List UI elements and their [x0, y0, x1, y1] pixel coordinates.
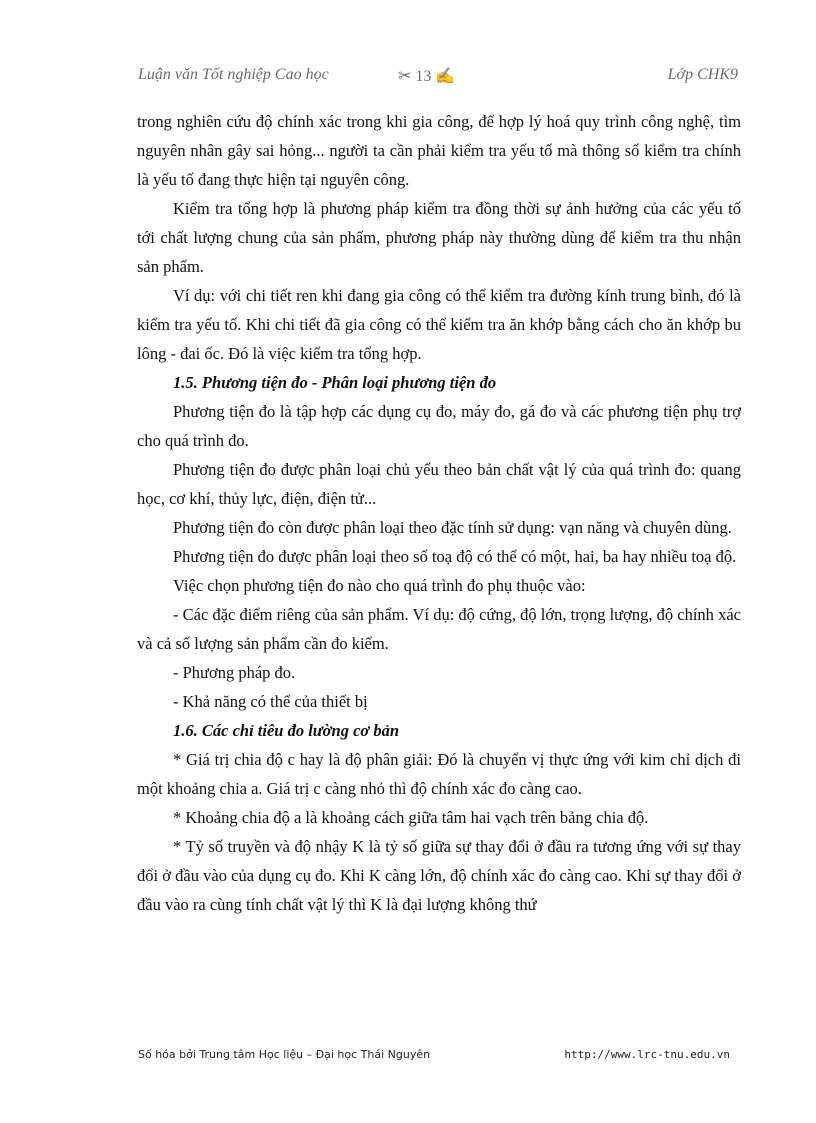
footer-digitized-by: Số hóa bởi Trung tâm Học liệu – Đại học Thái Nguyên	[138, 1048, 431, 1061]
pen-icon: ✍	[435, 68, 456, 85]
list-item: * Khoảng chia độ a là khoảng cách giữa tâm hai vạch trên bảng chia độ.	[173, 808, 649, 827]
footer-url: http://www.lrc-tnu.edu.vn	[564, 1048, 730, 1061]
paragraph: trong nghiên cứu độ chính xác trong khi gia công, để hợp lý hoá quy trình công nghệ, tìm nguyên nhân gây sai hỏng... người ta cần phải kiểm tra yếu tố mà thông số kiểm tra chính là yếu tố đang thực hiện tại nguyên công.	[137, 112, 741, 189]
section-heading-1-5: 1.5. Phương tiện đo - Phân loại phương tiện đo	[173, 373, 497, 392]
document-body	[137, 107, 741, 919]
paragraph: Phương tiện đo còn được phân loại theo đặc tính sử dụng: vạn năng và chuyên dùng.	[173, 518, 732, 537]
paragraph: Ví dụ: với chi tiết ren khi đang gia công có thể kiểm tra đường kính trung bình, đó là kiểm tra yếu tố. Khi chi tiết đã gia công có thể kiểm tra ăn khớp bằng cách cho ăn khớp bu lông - đai ốc. Đó là việc kiểm tra tổng hợp.	[137, 286, 741, 363]
scissors-icon: ✂	[398, 68, 412, 85]
list-item: * Tỷ số truyền và độ nhậy K là tỷ số giữa sự thay đổi ở đầu ra tương ứng với sự thay đổi ở đầu vào của dụng cụ đo. Khi K càng lớn, độ chính xác đo càng cao. Khi sự thay đổi ở đầu vào ra cùng tính chất vật lý thì K là đại lượng không thứ	[137, 837, 741, 914]
list-item: * Giá trị chia độ c hay là độ phân giải: Đó là chuyển vị thực ứng với kim chỉ dịch đi một khoảng chia a. Giá trị c càng nhỏ thì độ chính xác đo càng cao.	[137, 750, 741, 798]
page-footer	[138, 1048, 738, 1066]
header-class-name: Lớp CHK9	[667, 66, 738, 83]
header-page-number-group	[398, 66, 455, 86]
list-item: - Các đặc điểm riêng của sản phẩm. Ví dụ: độ cứng, độ lớn, trọng lượng, độ chính xác và cả số lượng sản phẩm cần đo kiểm.	[137, 605, 741, 653]
section-heading-1-6: 1.6. Các chỉ tiêu đo lường cơ bản	[173, 721, 400, 740]
page-header	[138, 66, 740, 88]
paragraph: Việc chọn phương tiện đo nào cho quá trình đo phụ thuộc vào:	[173, 576, 586, 595]
paragraph: Phương tiện đo được phân loại theo số toạ độ có thể có một, hai, ba hay nhiều toạ độ.	[173, 547, 737, 566]
list-item: - Khả năng có thể của thiết bị	[173, 692, 368, 711]
paragraph: Kiểm tra tổng hợp là phương pháp kiểm tra đồng thời sự ảnh hưởng của các yếu tố tới chất lượng chung của sản phẩm, phương pháp này thường dùng để kiểm tra thu nhận sản phẩm.	[137, 199, 741, 276]
paragraph: Phương tiện đo được phân loại chủ yếu theo bản chất vật lý của quá trình đo: quang học, cơ khí, thủy lực, điện, điện tử...	[137, 460, 741, 508]
header-thesis-title: Luận văn Tốt nghiệp Cao học	[138, 66, 329, 83]
page-number: 13	[415, 68, 432, 85]
list-item: - Phương pháp đo.	[173, 663, 296, 682]
paragraph: Phương tiện đo là tập hợp các dụng cụ đo, máy đo, gá đo và các phương tiện phụ trợ cho quá trình đo.	[137, 402, 741, 450]
